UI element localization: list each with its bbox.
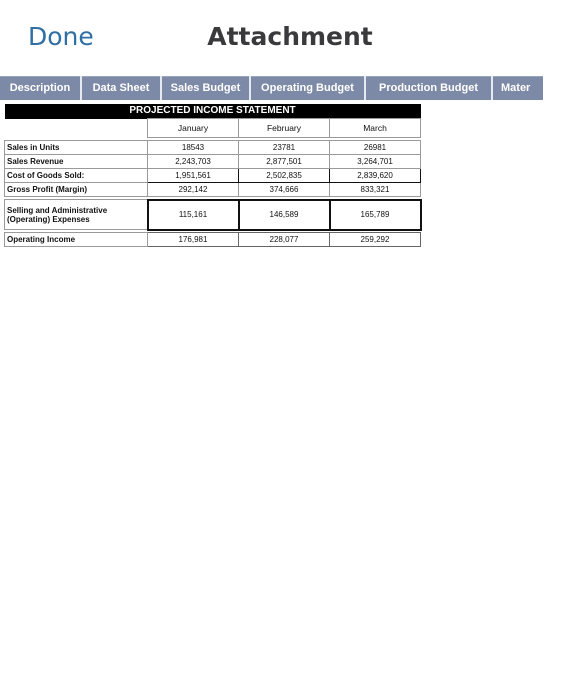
table-cell[interactable]: 2,243,703 (148, 155, 239, 169)
table-cell[interactable]: 2,502,835 (239, 169, 330, 183)
table-cell[interactable]: 2,839,620 (330, 169, 421, 183)
table-cell[interactable]: 292,142 (148, 183, 239, 197)
table-cell[interactable]: 3,264,701 (330, 155, 421, 169)
income-statement-table (4, 104, 422, 247)
navigation-bar (0, 0, 527, 74)
month-header: March (330, 119, 421, 138)
table-cell[interactable]: 115,161 (148, 200, 239, 230)
table-cell[interactable]: 228,077 (239, 233, 330, 247)
statement-title: PROJECTED INCOME STATEMENT (5, 104, 421, 119)
table-cell[interactable]: 374,666 (239, 183, 330, 197)
month-header: February (239, 119, 330, 138)
table-row (5, 233, 421, 247)
income-statement-sheet (4, 104, 422, 247)
row-label: Sales Revenue (5, 155, 148, 169)
tab-materials-budget[interactable]: Mater (493, 76, 543, 100)
row-label: Gross Profit (Margin) (5, 183, 148, 197)
tab-production-budget[interactable]: Production Budget (366, 76, 491, 100)
tab-data-sheet[interactable]: Data Sheet (82, 76, 160, 100)
month-header: January (148, 119, 239, 138)
table-cell[interactable]: 833,321 (330, 183, 421, 197)
table-cell[interactable]: 165,789 (330, 200, 421, 230)
row-label: Selling and Administrative (Operating) Expenses (5, 200, 148, 230)
table-cell[interactable]: 176,981 (148, 233, 239, 247)
row-label: Operating Income (5, 233, 148, 247)
table-row (5, 141, 421, 155)
row-label: Sales in Units (5, 141, 148, 155)
tab-description[interactable]: Description (0, 76, 80, 100)
table-cell[interactable]: 26981 (330, 141, 421, 155)
table-row (5, 155, 421, 169)
done-button[interactable]: Done (28, 22, 94, 51)
table-row (5, 183, 421, 197)
table-cell[interactable]: 18543 (148, 141, 239, 155)
tab-operating-budget[interactable]: Operating Budget (251, 76, 364, 100)
table-row (5, 200, 421, 230)
page-title: Attachment (207, 22, 373, 51)
table-cell[interactable]: 2,877,501 (239, 155, 330, 169)
table-cell[interactable]: 146,589 (239, 200, 330, 230)
sheet-tab-bar (0, 76, 531, 100)
table-row (5, 169, 421, 183)
table-cell[interactable]: 1,951,561 (148, 169, 239, 183)
row-label: Cost of Goods Sold: (5, 169, 148, 183)
table-cell[interactable]: 259,292 (330, 233, 421, 247)
tab-sales-budget[interactable]: Sales Budget (162, 76, 249, 100)
table-cell[interactable]: 23781 (239, 141, 330, 155)
